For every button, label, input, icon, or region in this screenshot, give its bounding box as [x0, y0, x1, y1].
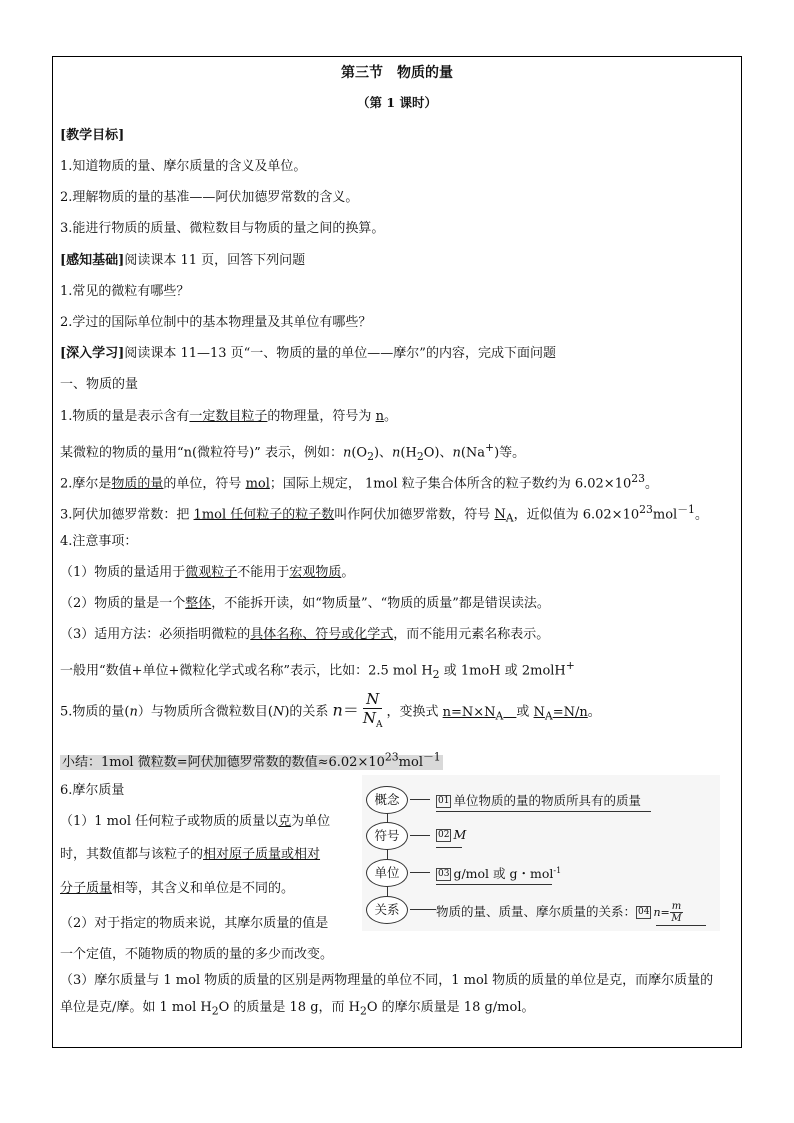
formula-fraction: $\frac{N}{N_A}$	[362, 690, 383, 730]
point-3: 3.阿伏加德罗常数：把 1mol 任何粒子的粒子数叫作阿伏加德罗常数，符号 $N_A$，近似值为 $6.02\times 10^{23}mol^{-1}$。	[60, 503, 708, 525]
perception-intro: 阅读课本 11 页，回答下列问题	[124, 253, 306, 268]
point-4-example: 一般用“数值+单位+微粒化学式或名称”表示，比如：2.5 mol $H_2$ 或 1moH 或 2molH+	[60, 659, 575, 681]
molar-line-4: （2）对于指定的物质来说，其摩尔质量的值是	[60, 916, 329, 931]
symbol-text: 02 M	[438, 827, 467, 842]
underline	[436, 847, 462, 848]
molar-mass-diagram	[362, 775, 720, 931]
node-relation: 关系	[366, 896, 408, 924]
objective-item: 3.能进行物质的质量、微粒数目与物质的量之间的换算。	[60, 221, 385, 236]
molar-line-1: （1）1 mol 任何粒子或物质的质量以克为单位	[60, 814, 331, 829]
molar-heading: 6.摩尔质量	[60, 783, 125, 798]
concept-text: 01 单位物质的量的物质所具有的质量	[438, 793, 641, 808]
section-heading: 一、物质的量	[60, 377, 139, 392]
molar-line-3: 分子质量相等，其含义和单位是不同的。	[60, 881, 295, 896]
underline	[436, 811, 651, 812]
molar-line-6: （3）摩尔质量与 1 mol 物质的质量的区别是两物理量的单位不同，1 mol 物质的质量的单位是克，而摩尔质量的	[60, 973, 714, 988]
connector	[410, 799, 430, 800]
underline	[436, 884, 552, 885]
underline	[656, 925, 706, 926]
molar-line-7: 单位是克/摩。如 1 mol $H_2O$ 的质量是 18 g，而 $H_2O$ 的摩尔质量是 18 g/mol。	[60, 1000, 535, 1018]
perception-heading: [感知基础]	[60, 253, 125, 268]
relation-fraction: $\frac{m}{M}$	[671, 901, 682, 924]
objectives-heading: [教学目标]	[60, 128, 125, 143]
connector	[410, 909, 436, 910]
deep-heading: [深入学习]	[60, 346, 125, 361]
node-concept: 概念	[366, 786, 408, 814]
molar-line-5: 一个定值，不随物质的物质的量的多少而改变。	[60, 947, 334, 962]
question-1: 1.常见的微粒有哪些？	[60, 284, 190, 299]
point-4-heading: 4.注意事项：	[60, 534, 138, 549]
objective-item: 1.知道物质的量、摩尔质量的含义及单位。	[60, 159, 307, 174]
point-4-item-3: （3）适用方法：必须指明微粒的具体名称、符号或化学式，而不能用元素名称表示。	[60, 627, 550, 642]
objective-item: 2.理解物质的量的基准——阿伏加德罗常数的含义。	[60, 190, 359, 205]
point-4-item-1: （1）物质的量适用于微观粒子不能用于宏观物质。	[60, 565, 355, 580]
molar-line-2: 时，其数值都与该粒子的相对原子质量或相对	[60, 847, 321, 862]
node-symbol: 符号	[366, 822, 408, 850]
point-1-notation: 某微粒的物质的量用“n(微粒符号)” 表示，例如：$n(O_2)$、$n(H_2O)$、n(Na+)等。	[60, 441, 526, 463]
page-title: 第三节 物质的量	[341, 65, 453, 81]
deep-intro: 阅读课本 11—13 页“一、物质的量的单位——摩尔”的内容，完成下面问题	[124, 346, 556, 361]
point-5: 5.物质的量(n）与物质所含微粒数目(N)的关系 n＝ $\frac{N}{N_A}$ ，变换式 $n=N\times N_A$ 或 $N_A=N/n$。	[60, 690, 601, 736]
connector	[410, 835, 430, 836]
question-2: 2.学过的国际单位制中的基本物理量及其单位有哪些？	[60, 315, 372, 330]
relation-text: 物质的量、质量、摩尔质量的关系： 04 n= $\frac{m}{M}$	[436, 901, 682, 924]
point-2: 2.摩尔是物质的量的单位，符号 mol；国际上规定， 1mol 粒子集合体所含的粒子数约为 $6.02\times 10^{23}$。	[60, 472, 659, 492]
connector	[410, 872, 430, 873]
unit-text: 03 g/mol 或 g・mol$^{-1}$	[438, 865, 562, 881]
node-unit: 单位	[366, 859, 408, 887]
deep-line	[60, 345, 556, 363]
summary: 小结：1mol 微粒数=阿伏加德罗常数的数值$\approx 6.02\times 10^{23}mol^{-1}$	[62, 751, 441, 771]
point-4-item-2: （2）物质的量是一个整体，不能拆开读，如“物质量”、“物质的质量”都是错误读法。	[60, 596, 550, 611]
perception-line	[60, 252, 305, 270]
point-1: 1.物质的量是表示含有一定数目粒子的物理量，符号为 n。	[60, 409, 397, 424]
page-subtitle: （第 1 课时）	[357, 95, 437, 110]
